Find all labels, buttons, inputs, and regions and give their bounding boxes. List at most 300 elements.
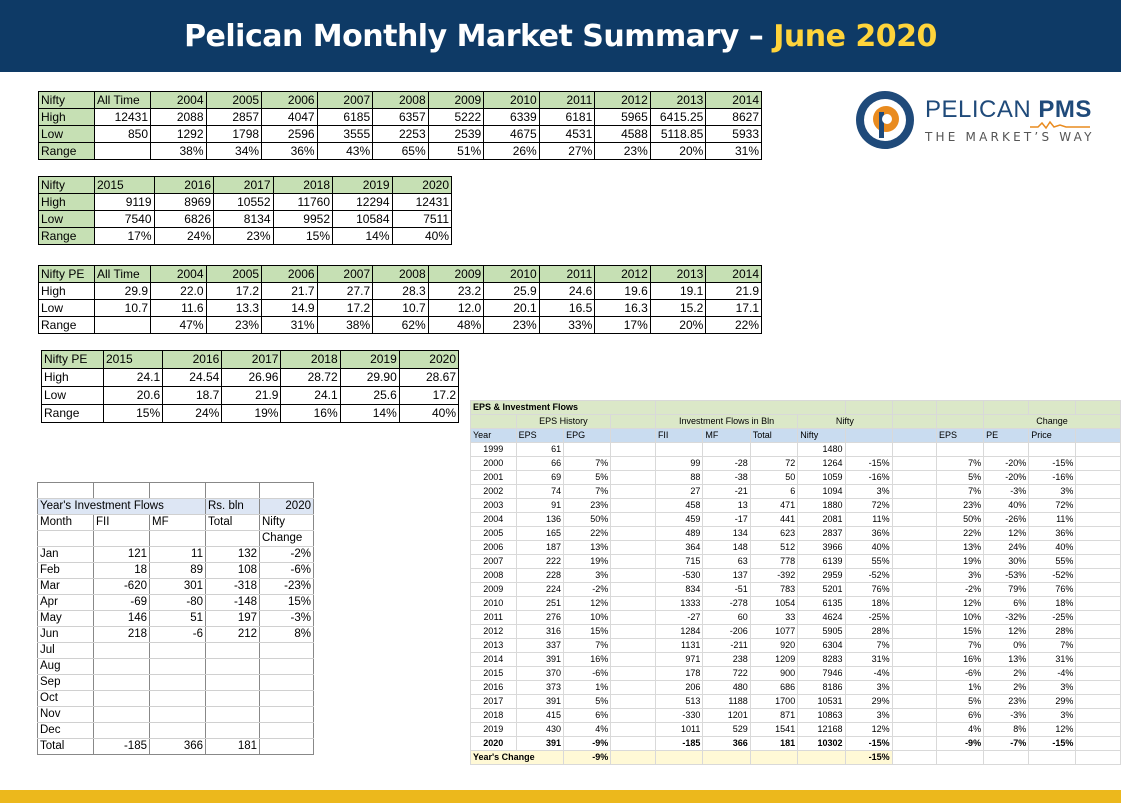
eps-cell: 13% <box>937 541 984 555</box>
eps-cell: 783 <box>750 583 797 597</box>
eps-cell: 1054 <box>750 597 797 611</box>
eps-cell: 459 <box>655 513 702 527</box>
month-label: Jul <box>38 643 94 659</box>
column-header: 2007 <box>317 266 373 283</box>
table-cell: 28.3 <box>373 283 429 300</box>
table-cell: 19.6 <box>595 283 651 300</box>
table-cell: 28.72 <box>281 369 340 387</box>
eps-cell: 430 <box>516 723 564 737</box>
eps-cell: 40% <box>845 541 892 555</box>
eps-cell: 178 <box>655 667 702 681</box>
eps-cell: -32% <box>984 611 1029 625</box>
eps-cell: 489 <box>655 527 702 541</box>
eps-cell: -15% <box>845 457 892 471</box>
eps-cell <box>845 443 892 457</box>
spacer-cell <box>611 569 656 583</box>
table-row <box>42 387 459 405</box>
table-cell: 5222 <box>428 109 484 126</box>
spacer-cell <box>892 443 936 457</box>
col-year: Year <box>471 429 517 443</box>
eps-cell: 11% <box>845 513 892 527</box>
eps-cell: 8% <box>984 723 1029 737</box>
year-label: 2012 <box>471 625 517 639</box>
eps-cell: 165 <box>516 527 564 541</box>
eps-cell: 99 <box>655 457 702 471</box>
eps-cell: 5905 <box>798 625 845 639</box>
eps-cell: 6% <box>937 709 984 723</box>
spacer-cell <box>611 695 656 709</box>
table-cell: 26.96 <box>222 369 281 387</box>
eps-cell: 40% <box>984 499 1029 513</box>
table-cell: 23% <box>484 317 540 334</box>
eps-cell: 7% <box>937 457 984 471</box>
spacer-cell <box>1076 527 1121 541</box>
table-cell: 6339 <box>484 109 540 126</box>
eps-cell: 7% <box>1029 639 1076 653</box>
col-mf: MF <box>150 515 206 531</box>
table-cell: 43% <box>317 143 373 160</box>
eps-year-row <box>471 569 1121 583</box>
eps-cell: 16% <box>564 653 611 667</box>
eps-cell: 69 <box>516 471 564 485</box>
table-cell: 31% <box>262 317 318 334</box>
eps-cell: 2959 <box>798 569 845 583</box>
eps-cell: -20% <box>984 457 1029 471</box>
flow-cell <box>206 707 260 723</box>
table-cell: 16.3 <box>595 300 651 317</box>
column-header: 2008 <box>373 92 429 109</box>
table-cell: 23% <box>595 143 651 160</box>
eps-cell: 8283 <box>798 653 845 667</box>
eps-cell: 1480 <box>798 443 845 457</box>
table-cell: 12431 <box>392 194 452 211</box>
eps-cell: -6% <box>564 667 611 681</box>
eps-cell: -52% <box>1029 569 1076 583</box>
eps-year-row <box>471 443 1121 457</box>
eps-cell: 391 <box>516 737 564 751</box>
column-header: Nifty PE <box>42 351 104 369</box>
year-label: 2011 <box>471 611 517 625</box>
eps-cell: 91 <box>516 499 564 513</box>
eps-cell: -28 <box>703 457 750 471</box>
spacer-cell <box>892 583 936 597</box>
table-cell: 14% <box>333 228 393 245</box>
eps-cell: 370 <box>516 667 564 681</box>
table-header-row <box>42 351 459 369</box>
spacer-cell <box>1076 639 1121 653</box>
table-cell: 47% <box>151 317 207 334</box>
column-header: 2015 <box>95 177 155 194</box>
spacer-cell <box>1076 471 1121 485</box>
flow-cell: -6% <box>260 563 314 579</box>
eps-year-row <box>471 527 1121 541</box>
eps-cell: -2% <box>937 583 984 597</box>
eps-cell: 36% <box>845 527 892 541</box>
column-header: 2011 <box>539 266 595 283</box>
table-cell: 33% <box>539 317 595 334</box>
spacer-cell <box>1076 597 1121 611</box>
table-cell: 3555 <box>317 126 373 143</box>
col-total: Total <box>750 429 797 443</box>
eps-cell: 513 <box>655 695 702 709</box>
eps-cell: 920 <box>750 639 797 653</box>
table-cell: 20% <box>650 317 706 334</box>
eps-cell: 3% <box>845 485 892 499</box>
eps-cell: 24% <box>984 541 1029 555</box>
year-label: 2007 <box>471 555 517 569</box>
eps-cell: 10% <box>564 611 611 625</box>
table-cell: 17.2 <box>206 283 262 300</box>
year-label: 2009 <box>471 583 517 597</box>
table-cell: 25.9 <box>484 283 540 300</box>
table-header-row <box>39 266 762 283</box>
table-row <box>42 369 459 387</box>
column-header: Nifty PE <box>39 266 95 283</box>
eps-cell: 3% <box>564 569 611 583</box>
flows-title: Year's Investment Flows <box>38 499 206 515</box>
spacer-cell <box>892 527 936 541</box>
row-label: Range <box>39 228 95 245</box>
column-header: 2007 <box>317 92 373 109</box>
eps-cell: 74 <box>516 485 564 499</box>
table-cell: 24.1 <box>104 369 163 387</box>
flow-cell <box>94 723 150 739</box>
eps-cell: -392 <box>750 569 797 583</box>
table-cell: 16% <box>281 405 340 423</box>
eps-investment-flows-table <box>470 400 1121 765</box>
eps-cell: 10863 <box>798 709 845 723</box>
eps-cell: 1201 <box>703 709 750 723</box>
table-cell: 23.2 <box>428 283 484 300</box>
eps-year-row <box>471 681 1121 695</box>
table-cell: 2253 <box>373 126 429 143</box>
spacer-cell <box>1076 625 1121 639</box>
flow-cell: 197 <box>206 611 260 627</box>
eps-cell: 228 <box>516 569 564 583</box>
spacer-cell <box>611 681 656 695</box>
spacer-cell <box>1076 737 1121 751</box>
month-label: May <box>38 611 94 627</box>
flows-group: Investment Flows in Bln <box>655 415 797 429</box>
column-header: 2019 <box>333 177 393 194</box>
month-label: Jun <box>38 627 94 643</box>
eps-cell: 79% <box>984 583 1029 597</box>
month-row <box>38 723 314 739</box>
table-cell: 21.9 <box>222 387 281 405</box>
eps-cell: 72% <box>1029 499 1076 513</box>
eps-cell: 373 <box>516 681 564 695</box>
spacer-cell <box>1076 443 1121 457</box>
eps-year-row <box>471 709 1121 723</box>
eps-cell: -15% <box>845 737 892 751</box>
spacer-cell <box>611 471 656 485</box>
eps-cell: 1541 <box>750 723 797 737</box>
year-label: 2020 <box>471 737 517 751</box>
eps-cell: 2837 <box>798 527 845 541</box>
column-header: All Time <box>95 266 151 283</box>
eps-cell: 6% <box>984 597 1029 611</box>
eps-cell: 623 <box>750 527 797 541</box>
table-cell: 12.0 <box>428 300 484 317</box>
eps-cell: 3% <box>1029 709 1076 723</box>
column-header: 2017 <box>222 351 281 369</box>
eps-cell: 18% <box>845 597 892 611</box>
year-label: 1999 <box>471 443 517 457</box>
eps-cell: 23% <box>984 695 1029 709</box>
table-cell: 17.1 <box>706 300 762 317</box>
month-label: Aug <box>38 659 94 675</box>
eps-cell <box>984 443 1029 457</box>
eps-cell: 10531 <box>798 695 845 709</box>
eps-cell: 187 <box>516 541 564 555</box>
flow-cell <box>94 643 150 659</box>
spacer-cell <box>892 611 936 625</box>
table-cell: 2857 <box>206 109 262 126</box>
col-total: Total <box>206 515 260 531</box>
eps-cell: -20% <box>984 471 1029 485</box>
eps-cell: 1011 <box>655 723 702 737</box>
spacer-cell <box>892 681 936 695</box>
column-header: 2005 <box>206 92 262 109</box>
flow-cell <box>150 643 206 659</box>
flow-cell <box>150 675 206 691</box>
eps-investment-flows-panel <box>470 400 1121 765</box>
flow-cell: 121 <box>94 547 150 563</box>
eps-cell: 364 <box>655 541 702 555</box>
eps-cell: 2% <box>984 681 1029 695</box>
eps-cell: 4% <box>564 723 611 737</box>
spacer-cell <box>611 457 656 471</box>
eps-cell: 778 <box>750 555 797 569</box>
total-label: Total <box>38 739 94 755</box>
eps-cell: 6% <box>564 709 611 723</box>
row-label: Low <box>39 300 95 317</box>
spacer-cell <box>611 485 656 499</box>
eps-cell: -25% <box>1029 611 1076 625</box>
table-cell: 10552 <box>214 194 274 211</box>
eps-cell: 50 <box>750 471 797 485</box>
eps-cell: 316 <box>516 625 564 639</box>
flow-cell: 89 <box>150 563 206 579</box>
column-header: 2014 <box>706 92 762 109</box>
eps-year-row <box>471 737 1121 751</box>
eps-cell: -278 <box>703 597 750 611</box>
col-mf: MF <box>703 429 750 443</box>
year-label: 2017 <box>471 695 517 709</box>
spacer-cell <box>611 597 656 611</box>
month-label: Mar <box>38 579 94 595</box>
table-cell: 11760 <box>273 194 333 211</box>
eps-year-row <box>471 611 1121 625</box>
table-row <box>39 283 762 300</box>
table-cell: 4588 <box>595 126 651 143</box>
flow-cell <box>150 723 206 739</box>
eps-year-row <box>471 723 1121 737</box>
eps-cell: -211 <box>703 639 750 653</box>
year-label: 2019 <box>471 723 517 737</box>
eps-cell: 1059 <box>798 471 845 485</box>
flow-cell: -69 <box>94 595 150 611</box>
flow-cell: 132 <box>206 547 260 563</box>
column-header: 2008 <box>373 266 429 283</box>
table-cell: 27% <box>539 143 595 160</box>
eps-cell: -185 <box>655 737 702 751</box>
eps-cell: 66 <box>516 457 564 471</box>
flow-cell <box>206 659 260 675</box>
flow-cell <box>206 723 260 739</box>
eps-cell: 72 <box>750 457 797 471</box>
eps-year-row <box>471 583 1121 597</box>
spacer-cell <box>1076 723 1121 737</box>
flow-cell: -23% <box>260 579 314 595</box>
eps-cell: 415 <box>516 709 564 723</box>
spacer-cell <box>611 639 656 653</box>
flow-cell <box>260 659 314 675</box>
table-cell: 19.1 <box>650 283 706 300</box>
eps-cell: 512 <box>750 541 797 555</box>
year-label: 2015 <box>471 667 517 681</box>
eps-cell: -3% <box>984 485 1029 499</box>
eps-year-row <box>471 555 1121 569</box>
eps-year-row <box>471 457 1121 471</box>
column-header: 2013 <box>650 92 706 109</box>
spacer-cell <box>892 499 936 513</box>
eps-cell: 16% <box>937 653 984 667</box>
eps-cell: 3% <box>1029 485 1076 499</box>
row-label: Range <box>42 405 104 423</box>
row-label: High <box>42 369 104 387</box>
eps-cell: 471 <box>750 499 797 513</box>
spacer-cell <box>1076 681 1121 695</box>
flow-cell: -148 <box>206 595 260 611</box>
eps-cell: 148 <box>703 541 750 555</box>
eps-cell: -53% <box>984 569 1029 583</box>
eps-cell: 6304 <box>798 639 845 653</box>
spacer-cell <box>892 513 936 527</box>
flow-cell: 51 <box>150 611 206 627</box>
eps-cell: 3% <box>937 569 984 583</box>
eps-cell: 137 <box>703 569 750 583</box>
row-label: Range <box>39 317 95 334</box>
spacer-cell <box>611 527 656 541</box>
eps-cell: 971 <box>655 653 702 667</box>
eps-cell: 1264 <box>798 457 845 471</box>
column-header: 2006 <box>262 266 318 283</box>
month-row <box>38 643 314 659</box>
page-title: Pelican Monthly Market Summary – June 2020 <box>184 18 937 54</box>
eps-year-row <box>471 485 1121 499</box>
eps-cell: -6% <box>937 667 984 681</box>
table-row <box>42 405 459 423</box>
eps-cell: 61 <box>516 443 564 457</box>
eps-cell: 480 <box>703 681 750 695</box>
column-header: 2016 <box>163 351 222 369</box>
eps-cell: 3% <box>845 709 892 723</box>
eps-year-row <box>471 471 1121 485</box>
table-cell: 6357 <box>373 109 429 126</box>
eps-cell: 1209 <box>750 653 797 667</box>
spacer-cell <box>611 583 656 597</box>
flow-cell <box>260 723 314 739</box>
year-label: 2006 <box>471 541 517 555</box>
eps-cell: -7% <box>984 737 1029 751</box>
month-row <box>38 707 314 723</box>
month-label: Jan <box>38 547 94 563</box>
table-cell: 48% <box>428 317 484 334</box>
flow-cell: 108 <box>206 563 260 579</box>
spacer-cell <box>611 555 656 569</box>
spacer-cell <box>1076 709 1121 723</box>
table-cell: 6185 <box>317 109 373 126</box>
eps-cell: -2% <box>564 583 611 597</box>
table-header-row <box>39 177 452 194</box>
table-cell: 1292 <box>151 126 207 143</box>
column-header: 2010 <box>484 266 540 283</box>
eps-cell: 72% <box>845 499 892 513</box>
table-cell: 17.2 <box>317 300 373 317</box>
eps-cell: 366 <box>703 737 750 751</box>
spacer-cell <box>611 625 656 639</box>
table-cell: 13.3 <box>206 300 262 317</box>
flow-cell: -2% <box>260 547 314 563</box>
eps-cell: 391 <box>516 653 564 667</box>
eps-cell: -21 <box>703 485 750 499</box>
flow-cell: 15% <box>260 595 314 611</box>
spacer-cell <box>611 611 656 625</box>
eps-cell: 441 <box>750 513 797 527</box>
spacer-cell <box>1076 457 1121 471</box>
table-row <box>39 109 762 126</box>
market-wave-icon <box>1030 120 1090 130</box>
eps-cell: -38 <box>703 471 750 485</box>
nifty-group: Nifty <box>798 415 892 429</box>
column-header: Nifty <box>39 177 95 194</box>
eps-cell: -15% <box>1029 737 1076 751</box>
spacer-cell <box>892 457 936 471</box>
nifty-range-table-2015-2020 <box>38 176 452 245</box>
flow-cell <box>94 707 150 723</box>
eps-cell: 12% <box>984 527 1029 541</box>
flow-cell: -80 <box>150 595 206 611</box>
table-cell: 4531 <box>539 126 595 143</box>
eps-cell: 76% <box>845 583 892 597</box>
table-cell: 15.2 <box>650 300 706 317</box>
eps-cell: -206 <box>703 625 750 639</box>
pelican-p-icon <box>855 90 915 150</box>
eps-cell: 13% <box>984 653 1029 667</box>
column-header: Nifty <box>39 92 95 109</box>
spacer-cell <box>611 723 656 737</box>
col-fii: FII <box>655 429 702 443</box>
eps-cell: 7% <box>937 485 984 499</box>
eps-year-row <box>471 541 1121 555</box>
spacer-cell <box>611 737 656 751</box>
month-label: Sep <box>38 675 94 691</box>
table-cell: 8627 <box>706 109 762 126</box>
pelican-logo <box>855 90 1095 150</box>
eps-year-row <box>471 639 1121 653</box>
eps-cell: 4624 <box>798 611 845 625</box>
eps-cell: 8186 <box>798 681 845 695</box>
eps-cell: 2081 <box>798 513 845 527</box>
eps-cell: -52% <box>845 569 892 583</box>
eps-cell: -4% <box>1029 667 1076 681</box>
spacer-cell <box>611 541 656 555</box>
table-cell: 21.9 <box>706 283 762 300</box>
col-nifty: Nifty <box>260 515 314 531</box>
eps-cell: 10% <box>937 611 984 625</box>
table-cell: 28.67 <box>399 369 458 387</box>
